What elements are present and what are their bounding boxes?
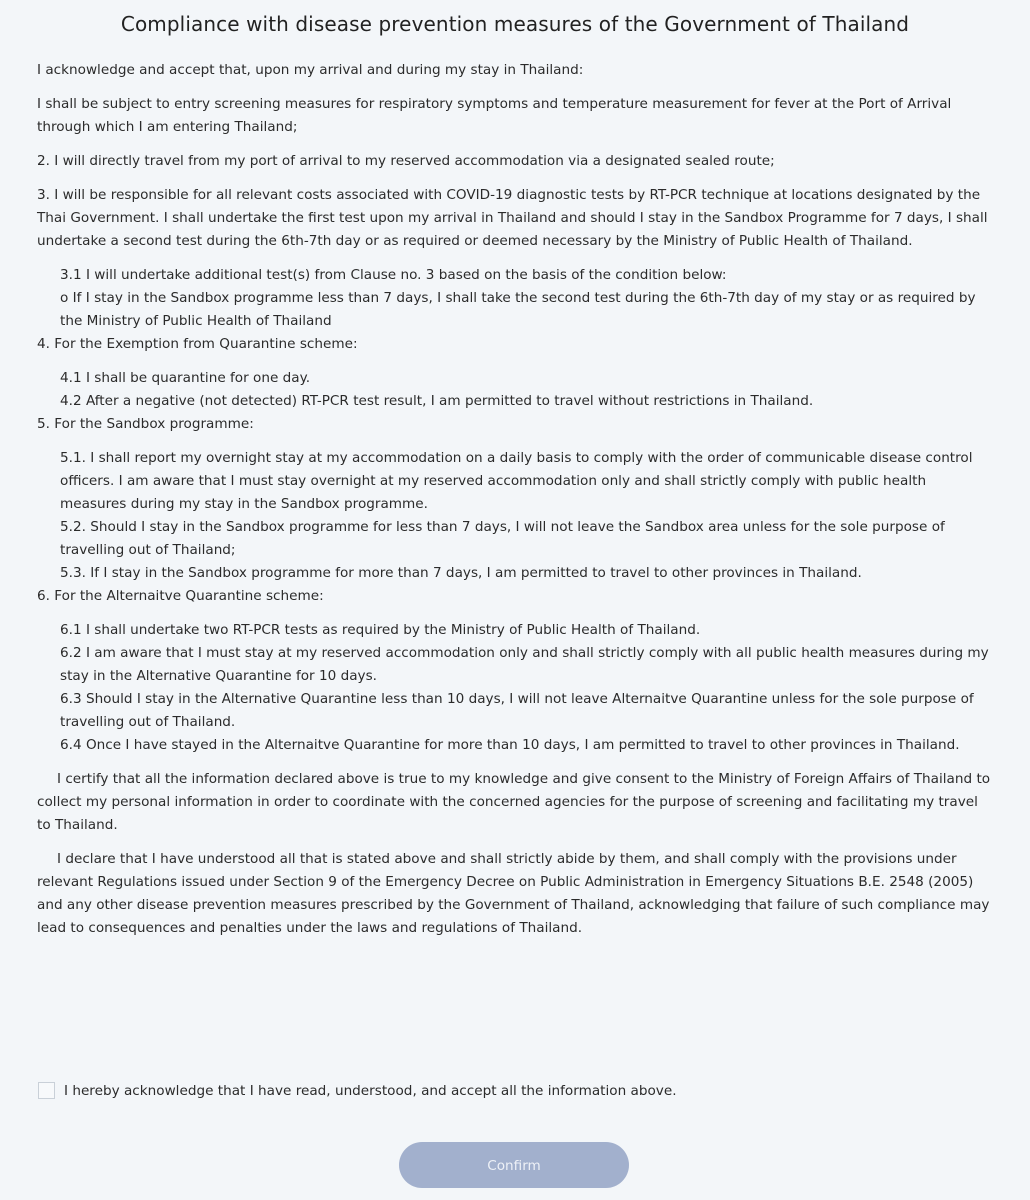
clause-4-2: 4.2 After a negative (not detected) RT-PCR test result, I am permitted to travel without restrictions in Thailand.	[60, 393, 814, 409]
clause-3-1-condition: o If I stay in the Sandbox programme less than 7 days, I shall take the second test during the 6th-7th day of my stay or as required by the Ministry of Public Health of Thailand	[60, 290, 976, 329]
confirm-button[interactable]: Confirm	[399, 1142, 629, 1188]
clause-6-4: 6.4 Once I have stayed in the Alternaitve Quarantine for more than 10 days, I am permitted to travel to other provinces in Thailand.	[60, 737, 960, 753]
clause-3: 3. I will be responsible for all relevant costs associated with COVID-19 diagnostic tests by RT-PCR technique at locations designated by the Thai Government. I shall undertake the first test upon my arrival in Thailand and should I stay in the Sandbox Programme for 7 days, I shall undertake a second test during the 6th-7th day or as required or deemed necessary by the Ministry of Public Health of Thailand.	[37, 187, 988, 249]
intro-text: I acknowledge and accept that, upon my arrival and during my stay in Thailand:	[37, 62, 584, 78]
clause-5-1: 5.1. I shall report my overnight stay at my accommodation on a daily basis to comply with the order of communicable disease control officers. I am aware that I must stay overnight at my reserved accommodation only and shall strictly comply with public health measures during my stay in the Sandbox programme.	[60, 450, 973, 512]
clause-5-2: 5.2. Should I stay in the Sandbox programme for less than 7 days, I will not leave the Sandbox area unless for the sole purpose of travelling out of Thailand;	[60, 519, 945, 558]
clause-6-2: 6.2 I am aware that I must stay at my reserved accommodation only and shall strictly comply with all public health measures during my stay in the Alternative Quarantine for 10 days.	[60, 645, 989, 684]
clause-4: 4. For the Exemption from Quarantine scheme:	[37, 336, 358, 352]
clause-5: 5. For the Sandbox programme:	[37, 416, 254, 432]
acknowledge-checkbox[interactable]	[38, 1082, 55, 1099]
clause-2: 2. I will directly travel from my port of arrival to my reserved accommodation via a designated sealed route;	[37, 153, 775, 169]
acknowledge-label[interactable]: I hereby acknowledge that I have read, understood, and accept all the information above.	[64, 1082, 677, 1099]
clause-4-1: 4.1 I shall be quarantine for one day.	[60, 370, 311, 386]
clause-5-3: 5.3. If I stay in the Sandbox programme for more than 7 days, I am permitted to travel to other provinces in Thailand.	[60, 565, 862, 581]
declare-paragraph: I declare that I have understood all that is stated above and shall strictly abide by them, and shall comply with the provisions under relevant Regulations issued under Section 9 of the Emergency Decree on Public Administration in Emergency Situations B.E. 2548 (2005) and any other disease prevention measures prescribed by the Government of Thailand, acknowledging that failure of such compliance may lead to consequences and penalties under the laws and regulations of Thailand.	[37, 851, 990, 936]
clause-6-1: 6.1 I shall undertake two RT-PCR tests as required by the Ministry of Public Health of Thailand.	[60, 622, 701, 638]
page-title: Compliance with disease prevention measures of the Government of Thailand	[120, 12, 910, 36]
clause-1: I shall be subject to entry screening measures for respiratory symptoms and temperature measurement for fever at the Port of Arrival through which I am entering Thailand;	[37, 96, 952, 135]
clause-6-3: 6.3 Should I stay in the Alternative Quarantine less than 10 days, I will not leave Alternaitve Quarantine unless for the sole purpose of travelling out of Thailand.	[60, 691, 974, 730]
consent-text	[37, 59, 993, 940]
clause-3-1: 3.1 I will undertake additional test(s) from Clause no. 3 based on the basis of the condition below:	[60, 267, 727, 283]
clause-6: 6. For the Alternaitve Quarantine scheme:	[37, 588, 324, 604]
acknowledge-row[interactable]	[38, 1082, 677, 1099]
certify-paragraph: I certify that all the information declared above is true to my knowledge and give consent to the Ministry of Foreign Affairs of Thailand to collect my personal information in order to coordinate with the concerned agencies for the purpose of screening and facilitating my travel to Thailand.	[37, 771, 991, 833]
